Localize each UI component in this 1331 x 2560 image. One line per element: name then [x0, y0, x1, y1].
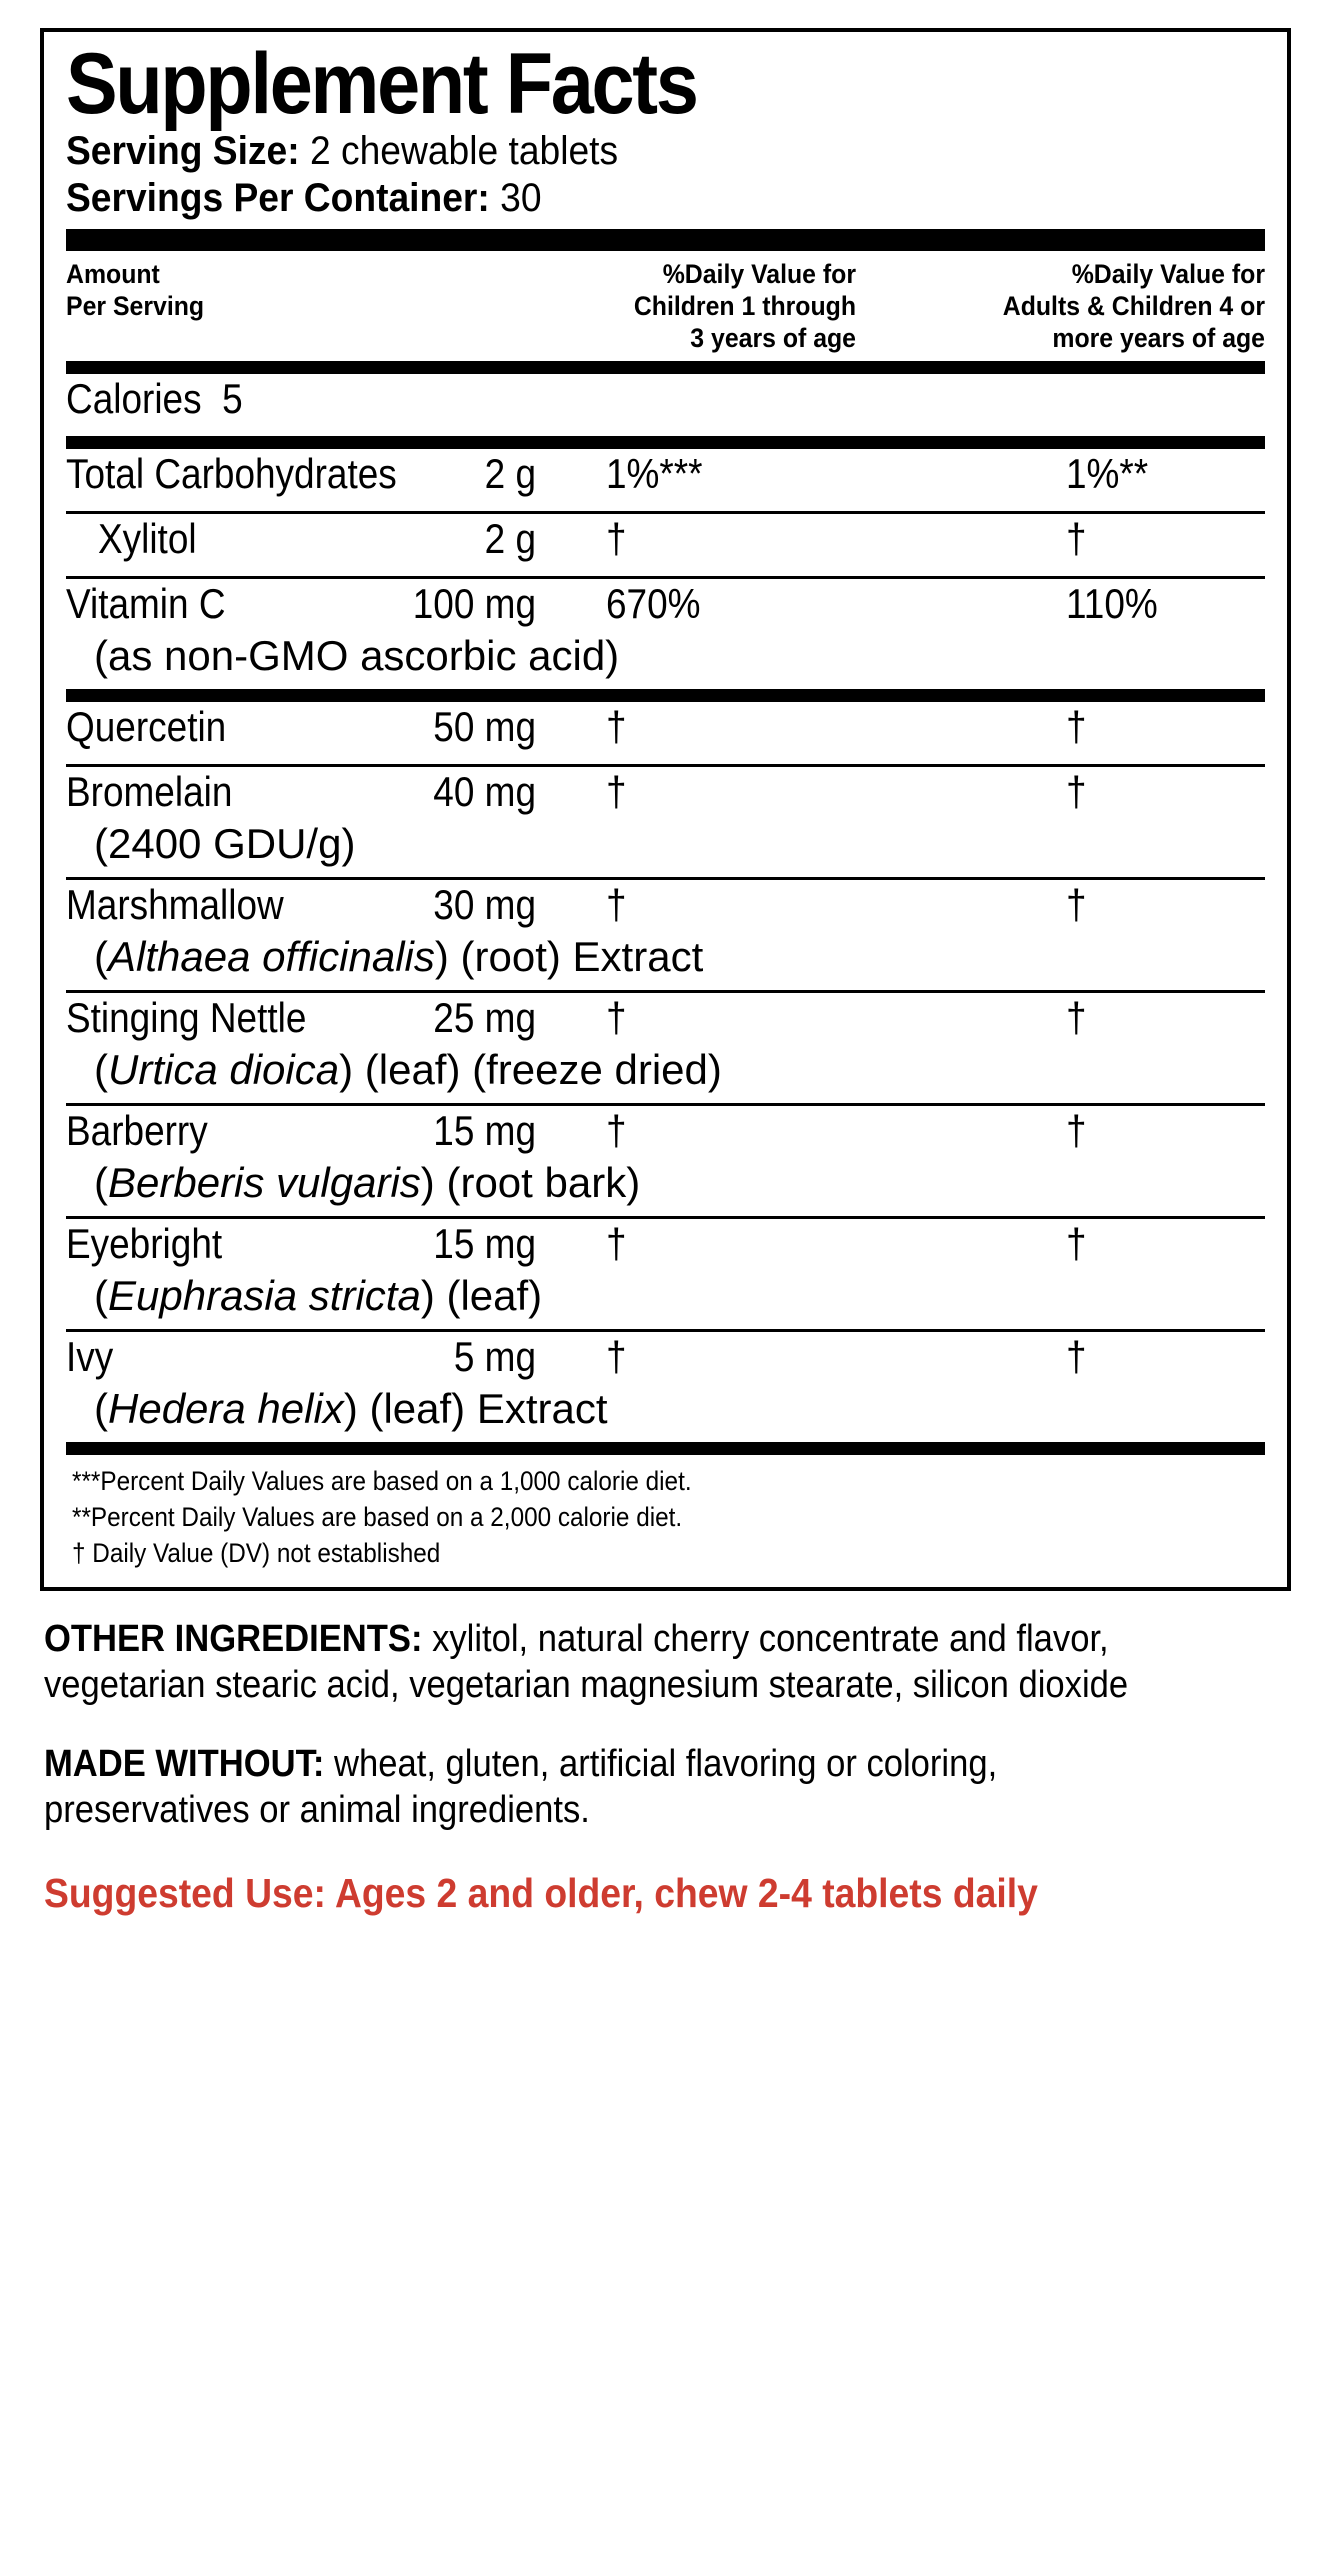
adults-dv-line1: %Daily Value for [1071, 259, 1265, 290]
botanical-name: Berberis vulgaris [108, 1158, 421, 1206]
made-without-text [44, 1742, 1175, 1833]
nutrient-dv-children: † [606, 993, 627, 1041]
nutrient-source: (Althaea officinalis) (root) Extract [94, 932, 704, 980]
table-row [66, 1106, 1265, 1216]
nutrient-dv-children: † [606, 702, 627, 750]
nutrient-dv-adults: † [1066, 1219, 1087, 1267]
nutrient-name: Xylitol [98, 514, 197, 562]
table-row [66, 702, 1265, 764]
nutrient-amount: 30 mg [433, 880, 536, 928]
botanical-name: Euphrasia stricta [108, 1271, 421, 1319]
servings-per-container-value: 30 [500, 175, 542, 220]
nutrient-dv-children: † [606, 1106, 627, 1154]
nutrient-source-part: (2400 GDU/g) [94, 819, 356, 867]
nutrient-source: (Hedera helix) (leaf) Extract [94, 1384, 608, 1432]
divider-below-headers [66, 361, 1265, 374]
nutrient-dv-children: † [606, 1332, 627, 1380]
calories-row [66, 374, 1265, 436]
column-headers [66, 251, 1265, 361]
nutrient-amount: 50 mg [433, 702, 536, 750]
made-without-block [40, 1742, 1291, 1833]
nutrient-name: Bromelain [66, 767, 233, 815]
nutrient-name: Quercetin [66, 702, 227, 750]
footnotes [66, 1455, 1265, 1574]
supplement-facts-panel [40, 28, 1291, 1591]
nutrient-name: Barberry [66, 1106, 208, 1154]
children-dv-line2: Children 1 through [633, 290, 856, 321]
nutrient-dv-adults: † [1066, 880, 1087, 928]
nutrient-name: Total Carbohydrates [66, 449, 397, 497]
nutrient-name: Marshmallow [66, 880, 284, 928]
adults-dv-line2: Adults & Children 4 or [1002, 290, 1265, 321]
serving-size-value: 2 chewable tablets [309, 129, 619, 174]
botanical-name: Urtica dioica [108, 1045, 340, 1093]
table-row [66, 767, 1265, 877]
nutrient-dv-children: 1%*** [606, 449, 703, 497]
nutrient-name: Stinging Nettle [66, 993, 307, 1041]
amount-header-line1: Amount [66, 259, 160, 290]
other-ingredients-list: xylitol, natural cherry concentrate and flavor, vegetarian stearic acid, vegetarian magnesium stearate, silicon dioxide [44, 1618, 1129, 1706]
nutrient-source-part: (root bark) [434, 1158, 641, 1206]
panel-title: Supplement Facts [66, 36, 697, 132]
nutrient-source-part: (leaf) (freeze dried) [353, 1045, 722, 1093]
nutrient-dv-children: † [606, 514, 627, 562]
serving-size-label: Serving Size: [66, 129, 300, 174]
nutrient-source: (Urtica dioica) (leaf) (freeze dried) [94, 1045, 722, 1093]
calories-label: Calories 5 [66, 374, 243, 422]
nutrient-source: (Euphrasia stricta) (leaf) [94, 1271, 543, 1319]
nutrient-dv-adults: † [1066, 1106, 1087, 1154]
footnote-dv-not-established: † Daily Value (DV) not established [72, 1537, 441, 1568]
other-ingredients-block [40, 1617, 1291, 1708]
nutrient-amount: 2 g [484, 514, 536, 562]
nutrient-dv-adults: 1%** [1066, 449, 1149, 497]
nutrient-dv-adults: † [1066, 993, 1087, 1041]
table-row [66, 1219, 1265, 1329]
nutrient-source: (Berberis vulgaris) (root bark) [94, 1158, 641, 1206]
other-ingredients-text [44, 1617, 1175, 1708]
nutrient-dv-adults: 110% [1066, 579, 1158, 627]
divider-thick-top [66, 229, 1265, 251]
children-dv-line3: 3 years of age [690, 322, 856, 353]
nutrient-source: (as non-GMO ascorbic acid) [94, 631, 620, 679]
nutrient-amount: 2 g [484, 449, 536, 497]
amount-per-serving-header [66, 259, 452, 323]
nutrient-amount: 15 mg [433, 1219, 536, 1267]
nutrient-dv-adults: † [1066, 514, 1087, 562]
nutrient-amount: 5 mg [453, 1332, 536, 1380]
suggested-use-block [40, 1868, 1291, 1918]
table-row [66, 880, 1265, 990]
made-without-label: MADE WITHOUT: [44, 1743, 325, 1786]
nutrient-name: Eyebright [66, 1219, 223, 1267]
children-dv-header [516, 259, 856, 355]
divider-below-calories [66, 436, 1265, 449]
nutrient-amount: 100 mg [412, 579, 536, 627]
suggested-use-text: Suggested Use: Ages 2 and older, chew 2-4 tablets daily [44, 1869, 1038, 1916]
nutrient-dv-adults: † [1066, 767, 1087, 815]
footnote-1000-calorie: ***Percent Daily Values are based on a 1,000 calorie diet. [72, 1465, 692, 1496]
children-dv-line1: %Daily Value for [662, 259, 856, 290]
table-row [66, 993, 1265, 1103]
nutrient-source-part: (leaf) [434, 1271, 543, 1319]
other-ingredients-label: OTHER INGREDIENTS: [44, 1618, 423, 1661]
footnote-2000-calorie: **Percent Daily Values are based on a 2,000 calorie diet. [72, 1501, 683, 1532]
table-row [66, 449, 1265, 511]
nutrient-dv-adults: † [1066, 702, 1087, 750]
divider-before-footnotes [66, 1442, 1265, 1455]
nutrient-dv-children: 670% [606, 579, 701, 627]
serving-size-line [66, 128, 1181, 174]
nutrient-amount: 25 mg [433, 993, 536, 1041]
nutrient-amount: 15 mg [433, 1106, 536, 1154]
nutrient-dv-adults: † [1066, 1332, 1087, 1380]
divider-before-herbs [66, 689, 1265, 702]
nutrient-name: Ivy [66, 1332, 114, 1380]
amount-header-line2: Per Serving [66, 290, 205, 321]
servings-per-container-label: Servings Per Container: [66, 175, 490, 220]
table-row [66, 1332, 1265, 1442]
nutrient-dv-children: † [606, 767, 627, 815]
adults-dv-header [889, 259, 1265, 355]
botanical-name: Hedera helix [108, 1384, 344, 1432]
nutrient-amount: 40 mg [433, 767, 536, 815]
nutrient-dv-children: † [606, 1219, 627, 1267]
herbal-ingredient-rows [66, 702, 1265, 1442]
nutrient-name: Vitamin C [66, 579, 226, 627]
nutrient-dv-children: † [606, 880, 627, 928]
nutrient-source-part: (leaf) Extract [357, 1384, 608, 1432]
adults-dv-line3: more years of age [1052, 322, 1265, 353]
calories-value: 5 [222, 374, 243, 422]
made-without-list: wheat, gluten, artificial flavoring or coloring, preservatives or animal ingredients. [44, 1743, 998, 1831]
table-row [66, 514, 1265, 576]
servings-per-container-line [66, 175, 1181, 221]
table-row [66, 579, 1265, 689]
botanical-name: Althaea officinalis [108, 932, 435, 980]
nutrient-source [94, 820, 355, 867]
nutrient-source-part: (root) Extract [448, 932, 704, 980]
